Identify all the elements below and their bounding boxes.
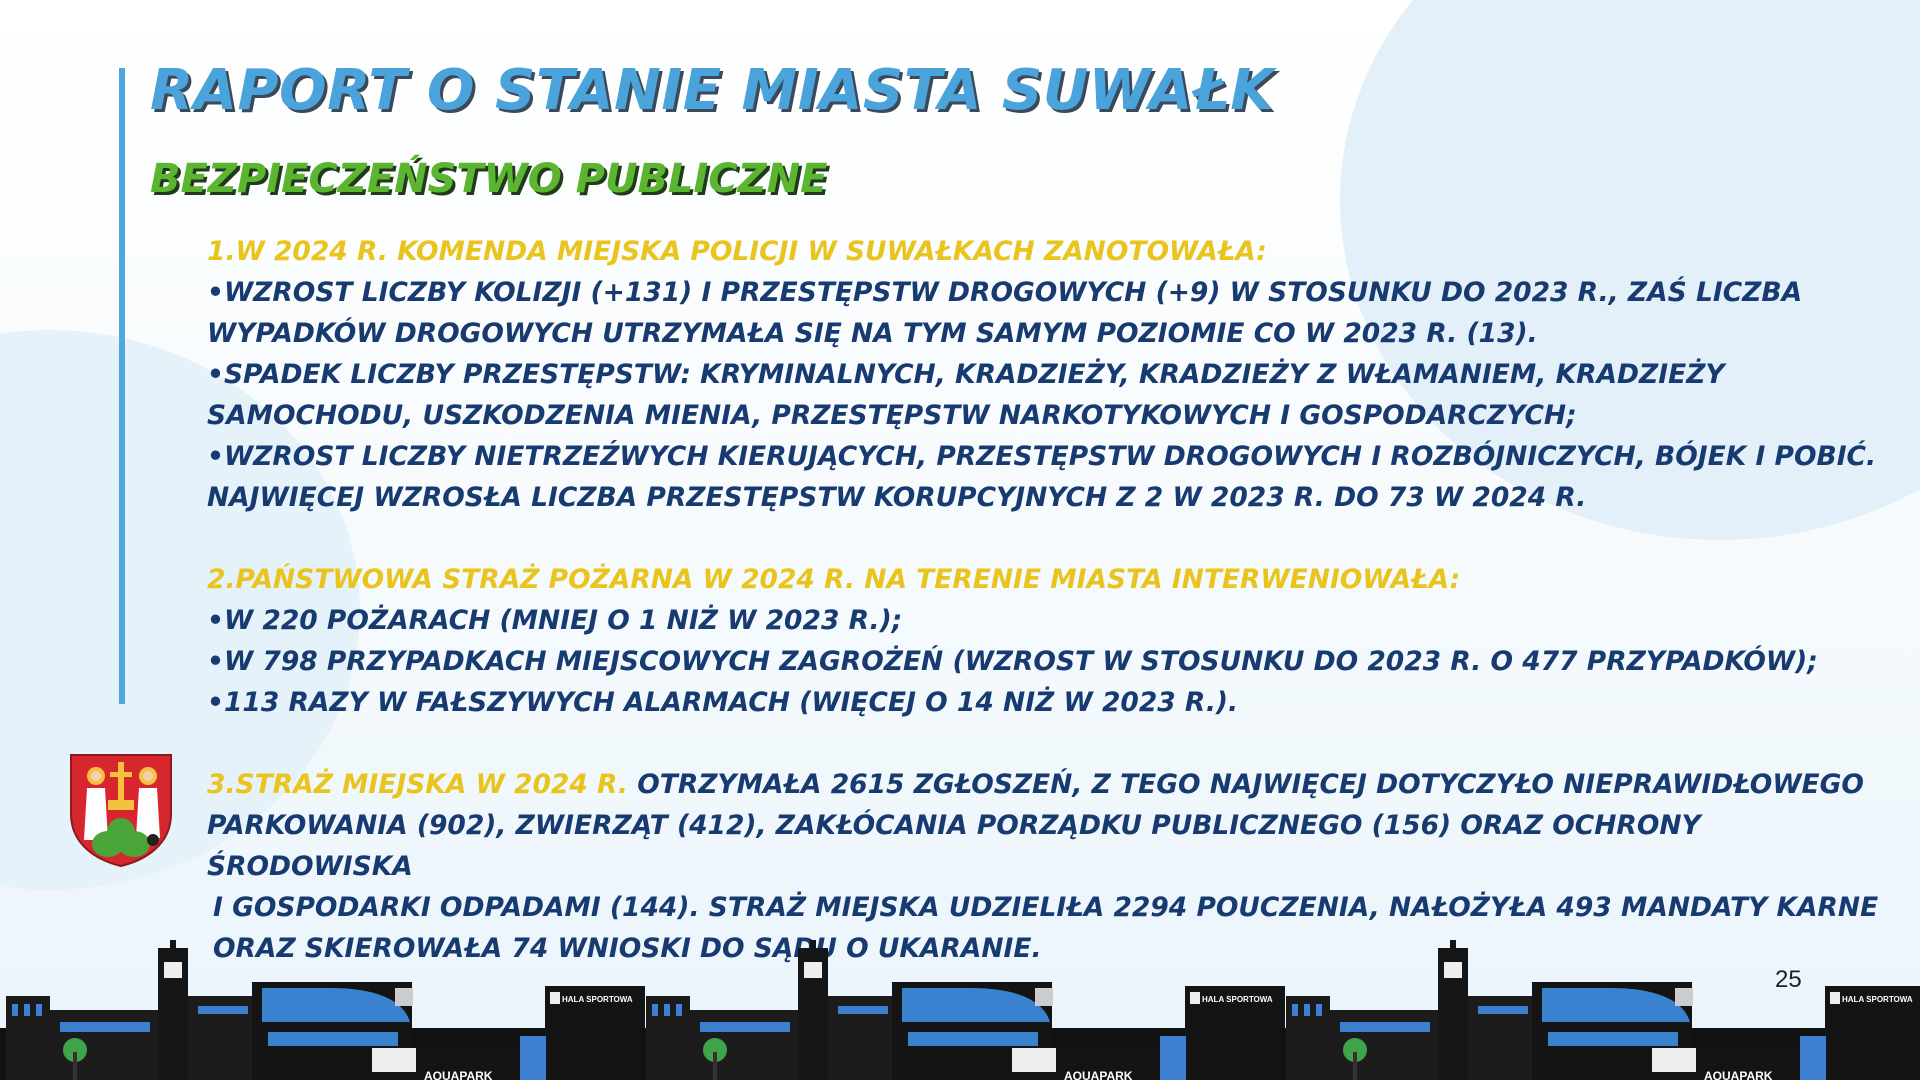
city-crest-icon [68,752,174,868]
page-title: RAPORT O STANIE MIASTA SUWAŁK [150,58,1275,123]
text-line: ŚRODOWISKA [207,851,413,882]
text-line: •SPADEK LICZBY PRZESTĘPSTW: KRYMINALNYCH, KRADZIEŻY, KRADZIEŻY Z WŁAMANIEM, KRADZIEŻY [207,359,1725,390]
city-skyline-icon [0,940,1920,1080]
text-line: •W 220 POŻARACH (MNIEJ O 1 NIŻ W 2023 R.); [207,605,903,636]
accent-line [119,68,125,704]
section-spacer [207,723,1887,764]
page-subtitle: BEZPIECZEŃSTWO PUBLICZNE [150,156,828,202]
text-line: •113 RAZY W FAŁSZYWYCH ALARMACH (WIĘCEJ O 14 NIŻ W 2023 R.). [207,687,1239,718]
report-content [207,231,1887,969]
text-line: •WZROST LICZBY KOLIZJI (+131) I PRZESTĘPSTW DROGOWYCH (+9) W STOSUNKU DO 2023 R., ZAŚ LICZBA [207,277,1803,308]
text-line: NAJWIĘCEJ WZROSŁA LICZBA PRZESTĘPSTW KORUPCYJNYCH Z 2 W 2023 R. DO 73 W 2024 R. [207,482,1587,513]
page-number: 25 [1775,966,1802,993]
section-heading: 1.W 2024 R. KOMENDA MIEJSKA POLICJI W SUWAŁKACH ZANOTOWAŁA: [207,236,1267,267]
section-spacer [207,518,1887,559]
text-line: WYPADKÓW DROGOWYCH UTRZYMAŁA SIĘ NA TYM SAMYM POZIOMIE CO W 2023 R. (13). [207,318,1538,349]
section-heading: 3.STRAŻ MIEJSKA W 2024 R. [207,769,628,800]
text-line: •WZROST LICZBY NIETRZEŹWYCH KIERUJĄCYCH, PRZESTĘPSTW DROGOWYCH I ROZBÓJNICZYCH, BÓJEK I POBIĆ. [207,441,1877,472]
heading-tail: OTRZYMAŁA 2615 ZGŁOSZEŃ, Z TEGO NAJWIĘCEJ DOTYCZYŁO NIEPRAWIDŁOWEGO [627,769,1864,800]
section-heading: 2.PAŃSTWOWA STRAŻ POŻARNA W 2024 R. NA TERENIE MIASTA INTERWENIOWAŁA: [207,564,1461,595]
text-line: ORAZ SKIEROWAŁA 74 WNIOSKI DO SĄDU O UKARANIE. [213,933,1042,964]
text-line: PARKOWANIA (902), ZWIERZĄT (412), ZAKŁÓCANIA PORZĄDKU PUBLICZNEGO (156) ORAZ OCHRONY [207,810,1701,841]
text-line: SAMOCHODU, USZKODZENIA MIENIA, PRZESTĘPSTW NARKOTYKOWYCH I GOSPODARCZYCH; [207,400,1577,431]
text-line: •W 798 PRZYPADKACH MIEJSCOWYCH ZAGROŻEŃ (WZROST W STOSUNKU DO 2023 R. O 477 PRZYPADKÓW); [207,646,1818,677]
section-heading-line [207,764,1887,805]
text-line: I GOSPODARKI ODPADAMI (144). STRAŻ MIEJSKA UDZIELIŁA 2294 POUCZENIA, NAŁOŻYŁA 493 MANDATY KARNE [213,892,1879,923]
